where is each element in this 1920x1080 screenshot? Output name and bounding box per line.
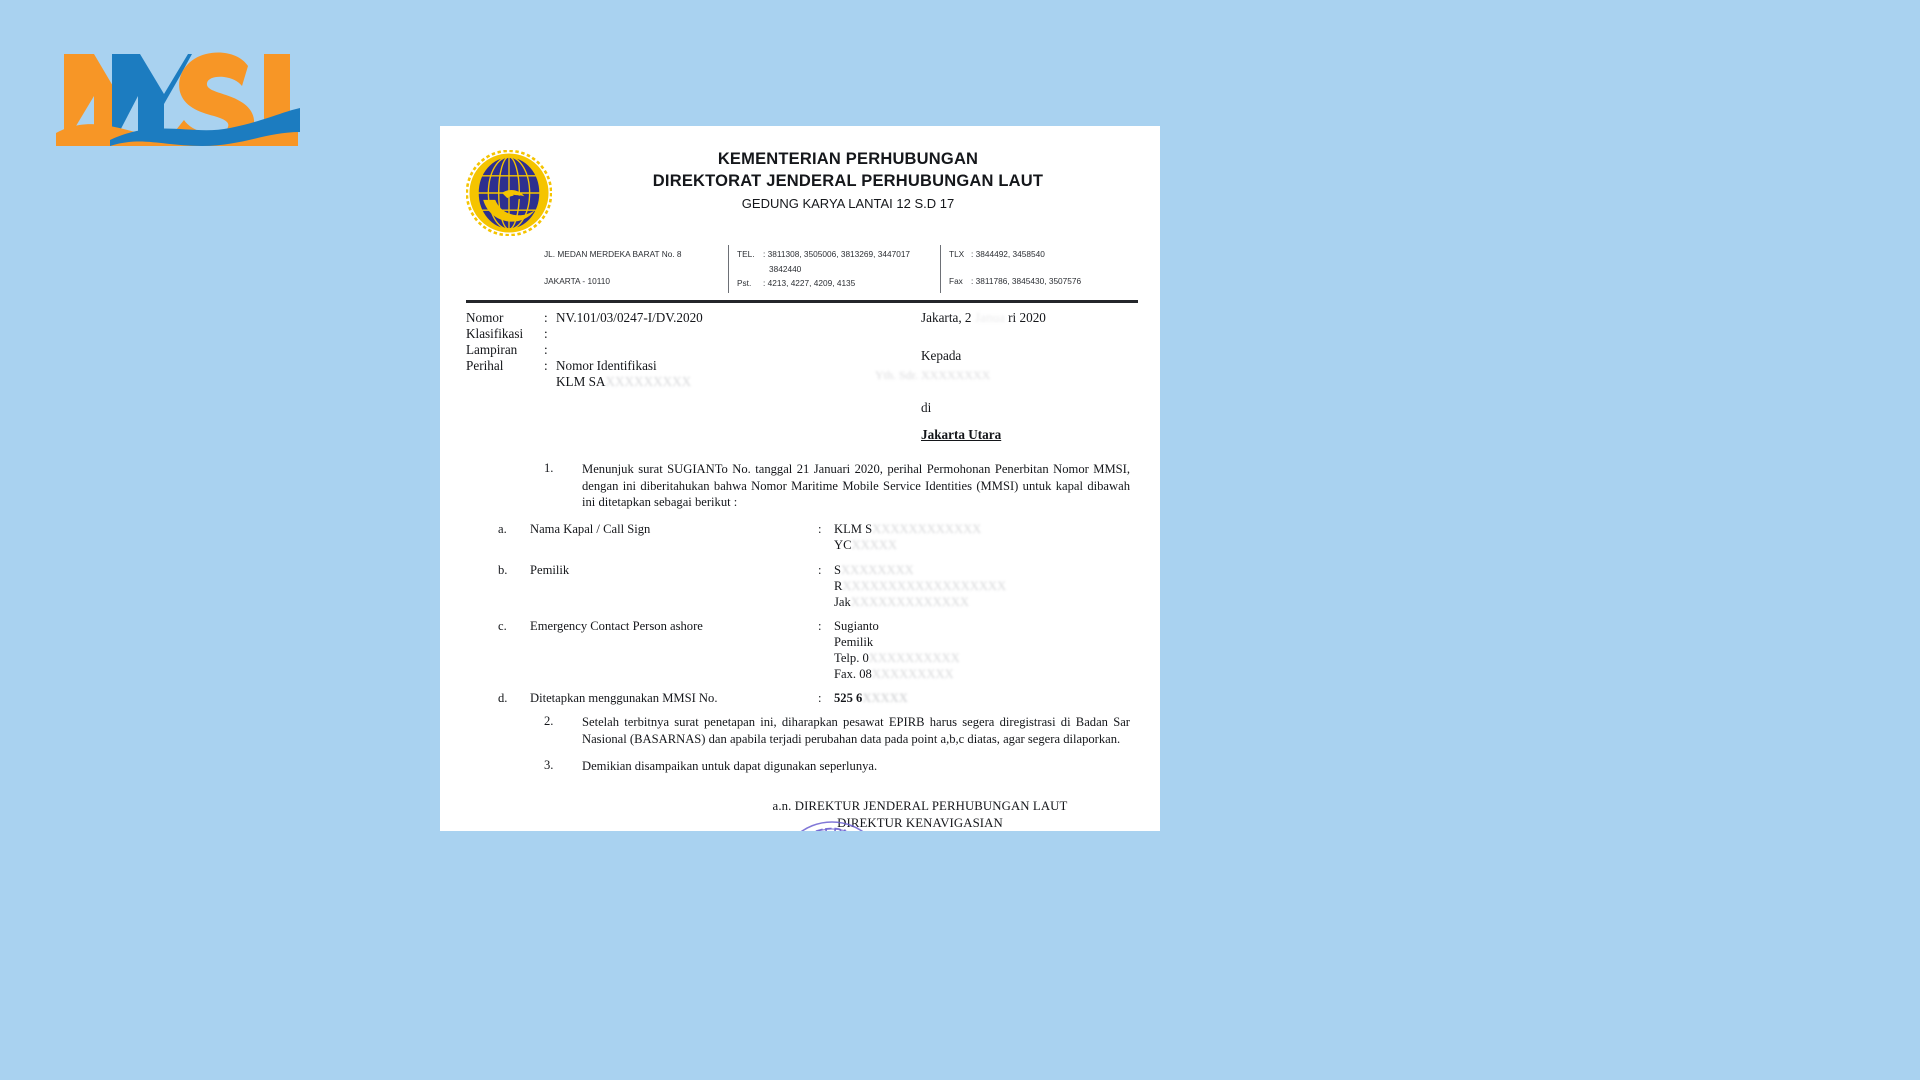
contact-tlx-fax-column: TLX : 3844492, 3458540 Fax : 3811786, 3845430, 3507576 xyxy=(940,245,1107,293)
meta-spacer xyxy=(466,374,544,390)
contact-address-column xyxy=(536,245,728,293)
meta-label-klasifikasi: Klasifikasi xyxy=(466,325,524,341)
ministry-crest-icon xyxy=(466,150,552,236)
vessel-name-visible: KLM S xyxy=(834,522,873,537)
letter-date-prefix: Jakarta, 2 xyxy=(921,309,972,325)
msi-logo xyxy=(52,36,302,146)
vessel-name-redacted: XXXXXXXXXXXX xyxy=(872,522,982,537)
body-item-1-number: 1. xyxy=(544,461,554,476)
vessel-detail-c-value xyxy=(834,618,1130,682)
contact-tlx-label: TLX xyxy=(949,249,965,259)
call-sign-visible: YC xyxy=(834,538,852,553)
body-item-2-text: Setelah terbitnya surat penetapan ini, diharapkan pesawat EPIRB harus segera diregistrasi di Badan Sar Nasional (BASARNAS) dan apabila terjadi perubahan data pada point a,b,c diatas, agar segera dilaporkan. xyxy=(582,715,1130,746)
meta-value-nomor: NV.101/03/0247-I/DV.2020 xyxy=(556,309,703,325)
vessel-detail-a-marker: a. xyxy=(498,522,507,537)
call-sign-redacted: XXXXX xyxy=(851,538,897,553)
meta-row-lampiran xyxy=(466,342,851,358)
meta-label-nomor: Nomor xyxy=(466,309,504,325)
body-item-3-text: Demikian disampaikan untuk dapat digunakan seperlunya. xyxy=(582,759,878,774)
owner-addr2-redacted: XXXXXXXXXXXXX xyxy=(850,594,970,609)
owner-addr2-visible: Jak xyxy=(834,594,851,609)
contact-person-fax-redacted: XXXXXXXXX xyxy=(871,667,954,682)
letter-meta-right xyxy=(851,310,1138,445)
mmsi-number-redacted: XXXXX xyxy=(862,691,908,706)
contact-person-fax-visible: Fax. 08 xyxy=(834,667,872,682)
vessel-detail-b-marker: b. xyxy=(498,562,508,577)
vessel-detail-c-label: Emergency Contact Person ashore xyxy=(530,618,703,633)
vessel-detail-d-marker: d. xyxy=(498,691,508,706)
owner-name-redacted: XXXXXXXX xyxy=(841,562,914,577)
letterhead-line-2: DIREKTORAT JENDERAL PERHUBUNGAN LAUT xyxy=(652,172,1044,191)
vessel-detail-b xyxy=(466,562,1130,610)
contact-tel-value: 3811308, 3505006, 3813269, 3447017 xyxy=(767,249,911,259)
header-divider-rule xyxy=(466,300,1138,303)
contact-tlx-value: 3844492, 3458540 xyxy=(975,249,1045,259)
svg-text:KEMENTERIAN: KEMENTERIAN xyxy=(779,824,867,871)
contact-tel-label: TEL. xyxy=(737,249,755,259)
meta-value-perihal: Nomor Identifikasi xyxy=(556,358,657,374)
vessel-detail-a xyxy=(466,521,1130,553)
recipient-block xyxy=(867,346,1138,445)
body-item-2-number: 2. xyxy=(544,714,554,729)
recipient-redacted-name: Yth. Sdr. XXXXXXXX xyxy=(875,367,991,382)
vessel-detail-b-colon: : xyxy=(818,562,822,577)
signature-line-1: a.n. DIREKTUR JENDERAL PERHUBUNGAN LAUT xyxy=(772,799,1068,814)
body-item-1 xyxy=(466,461,1130,510)
letter-date-suffix: ri 2020 xyxy=(1008,309,1046,325)
meta-colon-nomor: : xyxy=(544,309,548,325)
meta-colon-klasifikasi: : xyxy=(544,325,548,341)
vessel-detail-d-colon: : xyxy=(818,691,822,706)
vessel-detail-c xyxy=(466,618,1130,682)
contact-person-name: Sugianto xyxy=(834,618,879,633)
letterhead-contact-grid xyxy=(536,245,1138,293)
contact-address-line-1: JL. MEDAN MERDEKA BARAT No. 8 xyxy=(544,249,682,259)
body-item-1-text: Menunjuk surat SUGIANTo No. tanggal 21 Januari 2020, perihal Permohonan Penerbitan Nomor MMSI, dengan ini diberitahukan bahwa Nomor Maritime Mobile Service Identities (MMSI) untuk kapal dibawah ini ditetapkan sebagai berikut : xyxy=(582,462,1130,509)
vessel-detail-c-marker: c. xyxy=(498,618,507,633)
body-item-3 xyxy=(466,758,1130,774)
meta-value-klasifikasi xyxy=(556,326,851,342)
owner-name-visible: S xyxy=(834,562,842,577)
vessel-detail-b-value xyxy=(834,562,1130,610)
signature-line-2: DIREKTUR KENAVIGASIAN xyxy=(837,816,1003,831)
owner-addr1-visible: R xyxy=(834,578,843,593)
official-stamp-icon: KEMENTERIAN PERHUBUNGAN xyxy=(772,816,892,831)
body-item-3-number: 3. xyxy=(544,758,554,773)
contact-person-role: Pemilik xyxy=(834,634,874,649)
meta-row-perihal-line2 xyxy=(466,374,851,390)
letter-meta-area xyxy=(466,310,1138,445)
letter-meta-left xyxy=(466,310,851,445)
letterhead xyxy=(440,126,1160,236)
body-item-2 xyxy=(466,714,1130,747)
contact-address-line-2: JAKARTA - 10110 xyxy=(544,275,610,286)
signature-block xyxy=(440,798,1160,910)
vessel-detail-d xyxy=(466,690,1130,706)
meta-value-lampiran xyxy=(556,342,851,358)
contact-telephone-column: TEL. : 3811308, 3505006, 3813269, 3447017 3842440 Pst. : 4213, 4227, 4209, 4135 xyxy=(728,245,940,293)
msi-logo-svg xyxy=(52,36,302,146)
contact-pst-value: 4213, 4227, 4209, 4135 xyxy=(767,278,856,289)
letter-body xyxy=(466,461,1130,774)
vessel-detail-a-label: Nama Kapal / Call Sign xyxy=(530,522,651,537)
vessel-detail-a-colon: : xyxy=(818,522,822,537)
meta-colon-lampiran: : xyxy=(544,341,548,357)
meta-colon-perihal: : xyxy=(544,358,548,374)
vessel-detail-a-value xyxy=(834,521,1130,553)
vessel-detail-d-label: Ditetapkan menggunakan MMSI No. xyxy=(530,691,718,706)
contact-fax-label: Fax xyxy=(949,275,963,286)
vessel-detail-d-value xyxy=(834,690,1130,706)
meta-value-perihal-line2 xyxy=(556,374,851,390)
contact-fax-value: 3811786, 3845430, 3507576 xyxy=(975,275,1082,286)
meta-spacer-colon xyxy=(544,374,556,390)
meta-row-klasifikasi xyxy=(466,326,851,342)
document-page xyxy=(440,126,1160,910)
vessel-detail-b-label: Pemilik xyxy=(530,562,570,577)
owner-addr1-redacted: XXXXXXXXXXXXXXXXXX xyxy=(842,578,1007,593)
vessel-detail-c-colon: : xyxy=(818,618,822,633)
letter-date-redacted: Janua xyxy=(974,309,1005,325)
recipient-city: Jakarta Utara xyxy=(921,427,1002,443)
contact-person-telp-redacted: XXXXXXXXXX xyxy=(868,651,960,666)
letterhead-line-3: GEDUNG KARYA LANTAI 12 S.D 17 xyxy=(741,195,955,211)
contact-pst-label: Pst. xyxy=(737,278,752,289)
perihal-vessel-redacted: XXXXXXXXX xyxy=(605,374,692,390)
recipient-di-label: di xyxy=(921,399,932,415)
recipient-label: Kepada xyxy=(921,347,962,363)
contact-person-telp-visible: Telp. 0 xyxy=(834,651,869,666)
meta-label-lampiran: Lampiran xyxy=(466,341,518,357)
meta-row-perihal xyxy=(466,358,851,374)
vessel-detail-list xyxy=(466,521,1130,706)
contact-tel-value-cont: 3842440 xyxy=(769,263,802,274)
handwritten-signature xyxy=(868,826,958,831)
letterhead-line-1: KEMENTERIAN PERHUBUNGAN xyxy=(717,150,979,168)
letter-date xyxy=(867,310,1138,326)
meta-row-nomor xyxy=(466,310,851,326)
meta-label-perihal: Perihal xyxy=(466,358,504,374)
perihal-vessel-visible: KLM SA xyxy=(556,374,606,390)
mmsi-number-visible: 525 6 xyxy=(834,691,863,706)
